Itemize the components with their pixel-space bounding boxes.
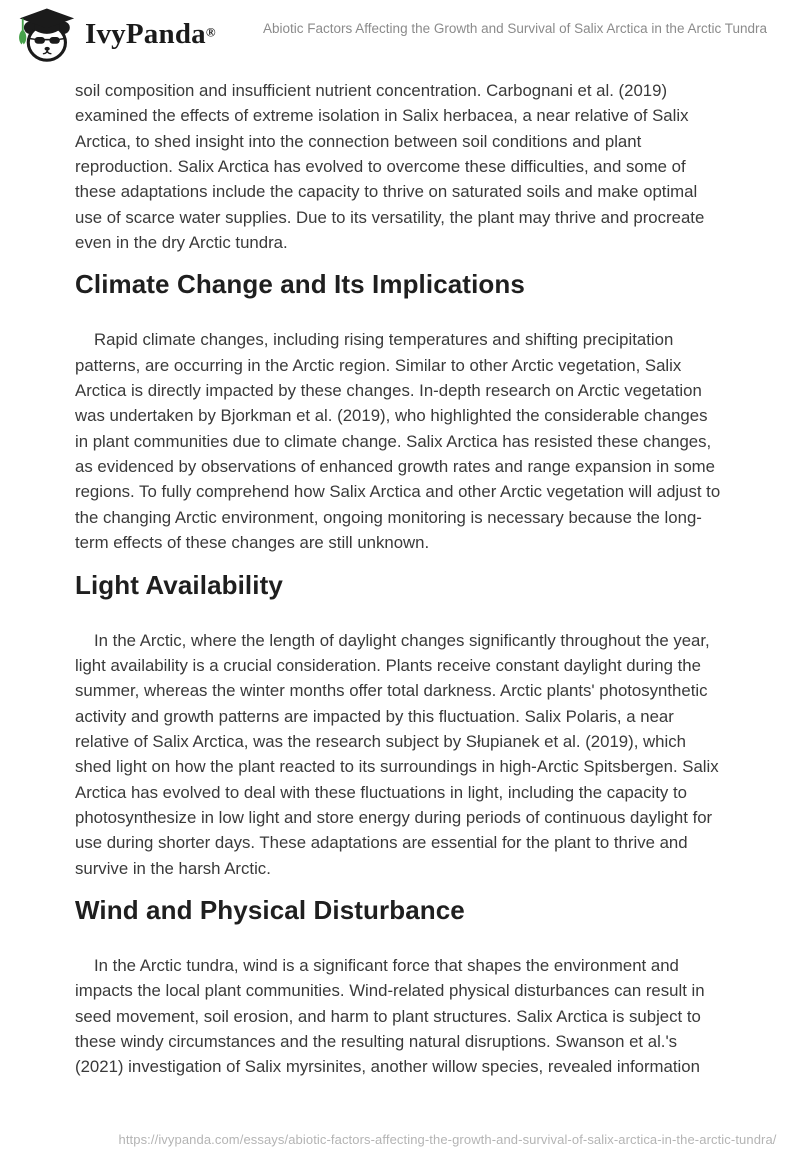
page-header [0,0,800,66]
document-content [75,78,725,1080]
paragraph-soil-continuation: soil composition and insufficient nutrient concentration. Carbognani et al. (2019) examined the effects of extreme isolation in Salix herbacea, a near relative of Salix Arctica, to shed insight into the connection between soil conditions and plant reproduction. Salix Arctica has evolved to overcome these difficulties, and some of these adaptations include the capacity to thrive on saturated soils and make optimal use of scarce water supplies. Due to its versatility, the plant may thrive and procreate even in the dry Arctic tundra. [75,81,705,253]
paragraph-light-availability: In the Arctic, where the length of daylight changes significantly throughout the year, light availability is a crucial consideration. Plants receive constant daylight during the summer, whereas the winter months offer total darkness. Arctic plants' photosynthetic activity and growth patterns are impacted by this fluctuation. Salix Polaris, a near relative of Salix Arctica, was the research subject by Słupianek et al. (2019), which shed light on how the plant reacted to its surroundings in high-Arctic Spitsbergen. Salix Arctica has evolved to deal with these fluctuations in light, including the capacity to photosynthesize in low light and store energy during periods of continuous daylight for use during shorter days. These adaptations are essential for the plant to thrive and survive in the harsh Arctic. [75,630,719,878]
section-heading-wind-disturbance: Wind and Physical Disturbance [75,894,465,925]
section-heading-climate-change: Climate Change and Its Implications [75,269,525,300]
registered-mark: ® [205,24,216,40]
running-head-title: Abiotic Factors Affecting the Growth and Survival of Salix Arctica in the Arctic Tundra [263,21,767,36]
section-heading-light-availability: Light Availability [75,569,283,600]
logo-text: IvyPanda [85,18,206,50]
logo-wordmark [85,18,216,51]
paragraph-climate-change: Rapid climate changes, including rising temperatures and shifting precipitation patterns, are occurring in the Arctic region. Similar to other Arctic vegetation, Salix Arctica is directly impacted by these changes. In-depth research on Arctic vegetation was undertaken by Bjorkman et al. (2019), who highlighted the considerable changes in plant communities due to climate change. Salix Arctica has resisted these changes, as evidenced by observations of enhanced growth rates and range expansion in some regions. To fully comprehend how Salix Arctica and other Arctic vegetation will adjust to the changing Arctic environment, ongoing monitoring is necessary because the long-term effects of these changes are still unknown. [75,330,721,553]
source-url: https://ivypanda.com/essays/abiotic-factors-affecting-the-growth-and-survival-of-salix-arctica-in-the-arctic-tundra/ [118,1132,777,1147]
ivypanda-logo[interactable] [14,6,216,63]
paragraph-wind-disturbance: In the Arctic tundra, wind is a significant force that shapes the environment and impacts the local plant communities. Wind-related physical disturbances can result in seed movement, soil erosion, and harm to plant structures. Salix Arctica is subject to these windy circumstances and the resulting natural disruptions. Swanson et al.'s (2021) investigation of Salix myrsinites, another willow species, revealed information [75,955,705,1077]
panda-graduate-icon [14,6,76,63]
page-footer [95,1132,800,1147]
